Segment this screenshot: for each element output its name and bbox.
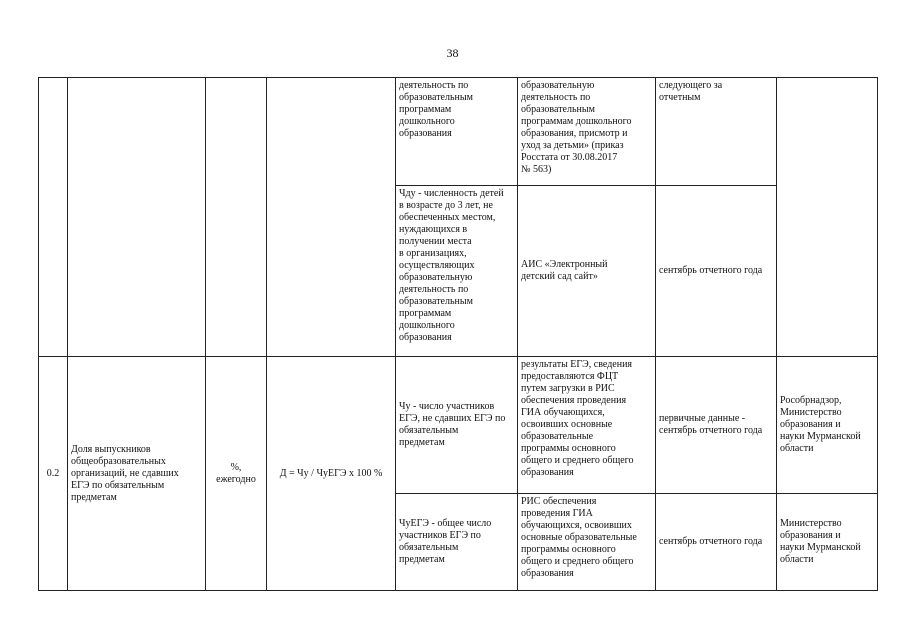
cell-name: Доля выпускников общеобразовательных организаций, не сдавших ЕГЭ по обязательным предметам (68, 357, 206, 591)
cell-source: РИС обеспечения проведения ГИА обучающихся, освоивших основные образовательные программы основного общего и среднего общего образования (518, 494, 656, 591)
cell-period: следующего за отчетным (656, 78, 777, 186)
table-row (39, 357, 878, 494)
table-row (39, 78, 878, 186)
cell-indicator: деятельность по образовательным программам дошкольного образования (396, 78, 518, 186)
cell-period: первичные данные - сентябрь отчетного года (656, 357, 777, 494)
cell-period: сентябрь отчетного года (656, 186, 777, 357)
cell-formula (267, 78, 396, 357)
cell-unit: %, ежегодно (206, 357, 267, 591)
cell-source: образовательную деятельность по образовательным программам дошкольного образования, присмотр и уход за детьми» (приказ Росстата от 30.08.2017 № 563) (518, 78, 656, 186)
cell-source: АИС «Электронный детский сад сайт» (518, 186, 656, 357)
cell-responsible (777, 78, 878, 357)
cell-source: результаты ЕГЭ, сведения предоставляются ФЦТ путем загрузки в РИС обеспечения проведения ГИА обучающихся, освоивших основные образовательные программы основного общего и среднего общего образования (518, 357, 656, 494)
page-number: 38 (446, 46, 459, 60)
cell-indicator: ЧуЕГЭ - общее число участников ЕГЭ по обязательным предметам (396, 494, 518, 591)
cell-responsible: Рособрнадзор, Министерство образования и науки Мурманской области (777, 357, 878, 494)
cell-num (39, 78, 68, 357)
cell-period: сентябрь отчетного года (656, 494, 777, 591)
indicators-table (38, 77, 878, 591)
cell-name (68, 78, 206, 357)
cell-responsible: Министерство образования и науки Мурманской области (777, 494, 878, 591)
cell-formula: Д = Чу / ЧуЕГЭ х 100 % (267, 357, 396, 591)
cell-indicator: Чду - численность детей в возрасте до 3 лет, не обеспеченных местом, нуждающихся в получении места в организациях, осуществляющих образовательную деятельность по образовательным программам дошкольного образования (396, 186, 518, 357)
cell-unit (206, 78, 267, 357)
cell-num: 0.2 (39, 357, 68, 591)
cell-indicator: Чу - число участников ЕГЭ, не сдавших ЕГЭ по обязательным предметам (396, 357, 518, 494)
